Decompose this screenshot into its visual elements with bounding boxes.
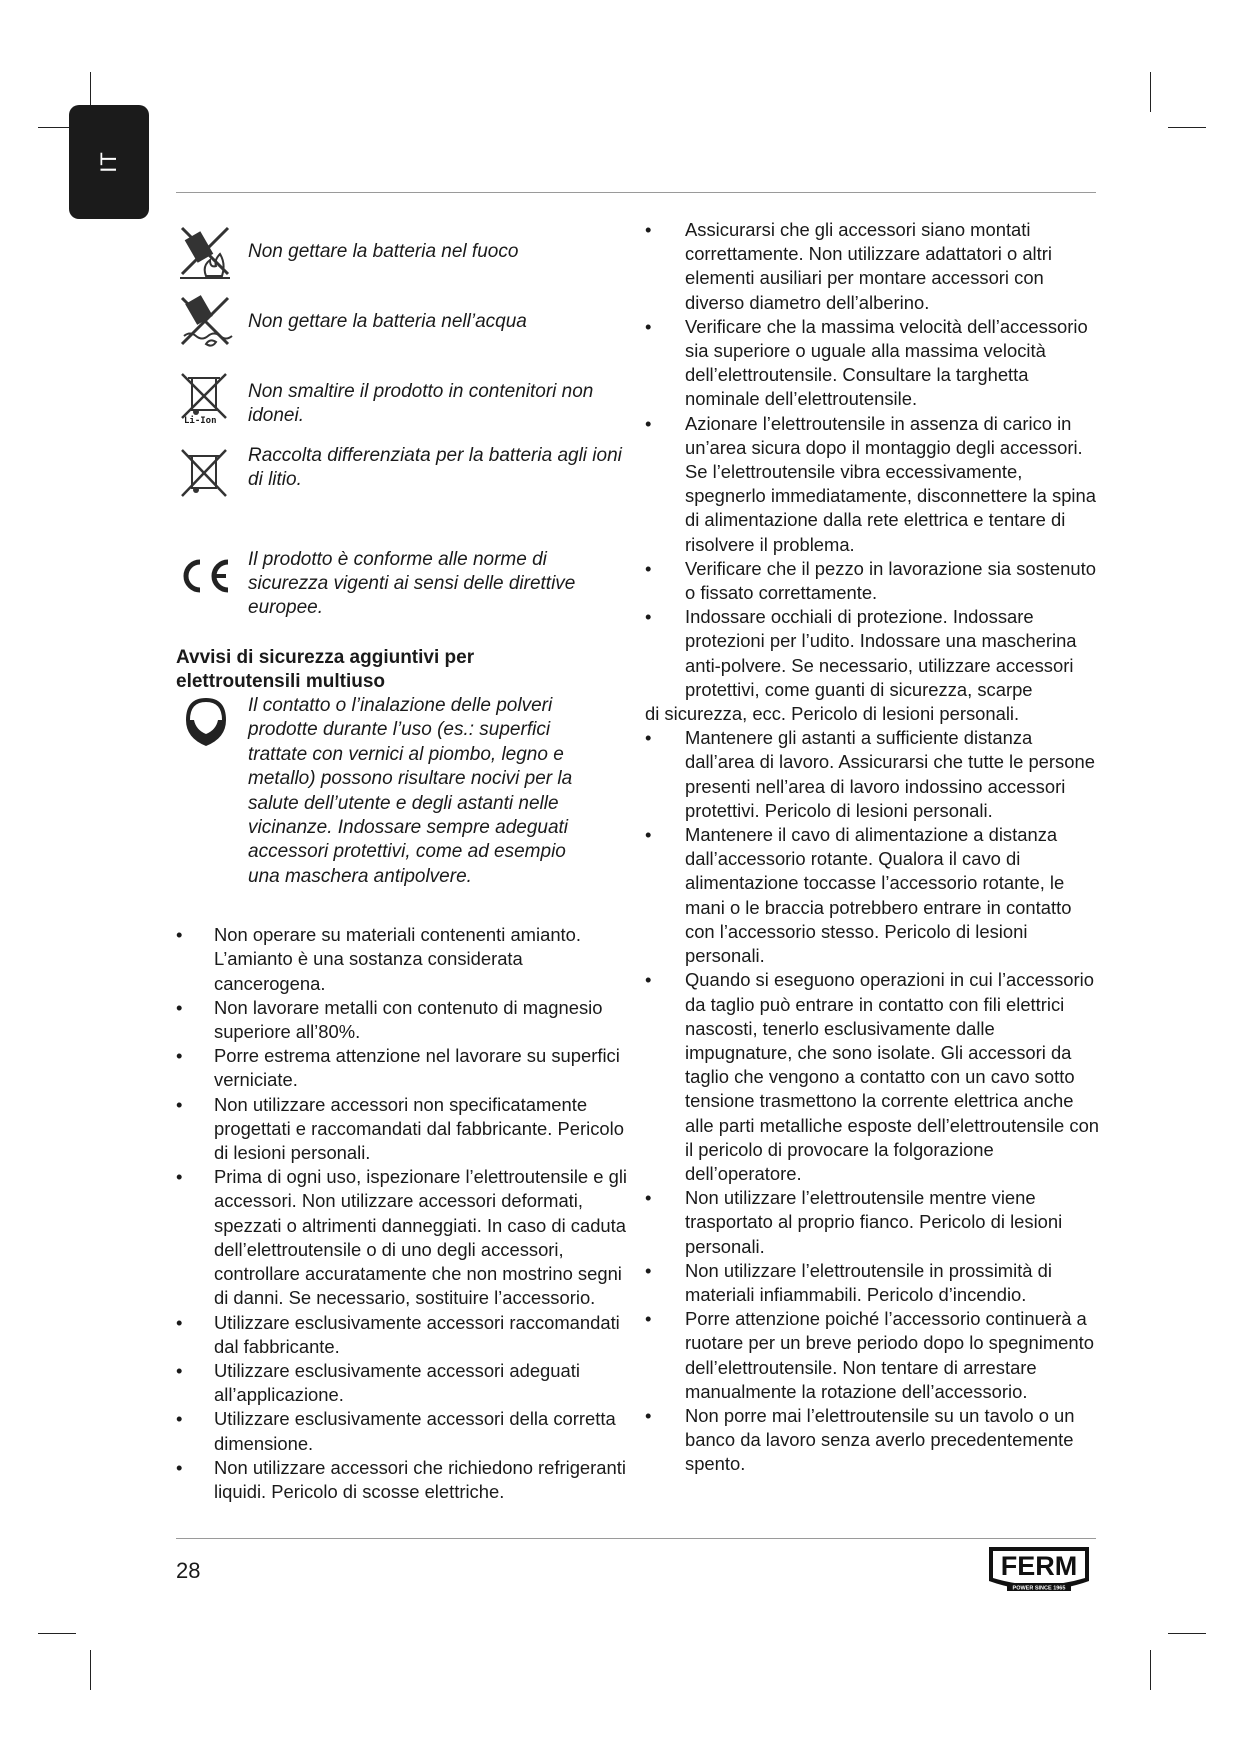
left-bullet-list bbox=[176, 923, 631, 1504]
list-item: • Assicurarsi che gli accessori siano montati correttamente. Non utilizzare adattatori o altri elementi ausiliari per montare accessori con diverso diametro dell’alberino. bbox=[645, 218, 1105, 315]
list-item: • Non utilizzare accessori non specificatamente progettati e raccomandati dal fabbricante. Pericolo di lesioni personali. bbox=[176, 1093, 631, 1166]
crop-mark bbox=[90, 1650, 91, 1690]
header-rule bbox=[176, 192, 1096, 193]
left-column bbox=[176, 222, 646, 1504]
list-item: • Non utilizzare l’elettroutensile mentre viene trasportato al proprio fianco. Pericolo di lesioni personali. bbox=[645, 1186, 1105, 1259]
section-heading: Avvisi di sicurezza aggiuntivi per elettroutensili multiuso bbox=[176, 647, 475, 692]
list-item: • Mantenere gli astanti a sufficiente distanza dall’area di lavoro. Assicurarsi che tutte le persone presenti nell’area di lavoro indossino accessori protettivi. Pericolo di lesioni personali. bbox=[645, 726, 1105, 823]
crop-mark bbox=[1150, 1650, 1151, 1690]
list-item: • Indossare occhiali di protezione. Indossare protezioni per l’udito. Indossare una mascherina anti-polvere. Se necessario, utilizzare accessori protettivi, come guanti di sicurezza, scarpe di sicurezza, ecc. Pericolo di lesioni personali. bbox=[645, 605, 1105, 726]
crop-mark bbox=[38, 1633, 76, 1634]
list-item: • Non lavorare metalli con contenuto di magnesio superiore all’80%. bbox=[176, 996, 631, 1044]
crop-mark bbox=[1168, 1633, 1206, 1634]
list-item: • Quando si eseguono operazioni in cui l’accessorio da taglio può entrare in contatto con fili elettrici nascosti, tenerlo esclusivamente dalle impugnature, che sono isolate. Gli accessori da taglio che vengono a contatto con un cavo sotto tensione trasmettono la corrente elettrica anche alle parti metalliche esposte dell’elettroutensile con il pericolo di provocare la folgorazione dell’operatore. bbox=[645, 968, 1105, 1186]
right-column bbox=[645, 218, 1105, 1477]
symbol-text: Non smaltire il prodotto in contenitori non idonei. bbox=[248, 381, 594, 426]
li-ion-badge: Li-Ion bbox=[184, 416, 217, 426]
symbol-text: Raccolta differenziata per la batteria agli ioni di litio. bbox=[248, 445, 622, 490]
list-item: • Mantenere il cavo di alimentazione a distanza dall’accessorio rotante. Qualora il cavo di alimentazione toccasse l’accessorio rotante, le mani o le braccia potrebbero entrare in contatto con l’accessorio stesso. Pericolo di lesioni personali. bbox=[645, 823, 1105, 968]
ce-mark-icon bbox=[176, 548, 236, 606]
logo-tagline: POWER SINCE 1965 bbox=[1012, 1585, 1066, 1592]
right-bullet-list bbox=[645, 218, 1105, 1477]
symbol-text: Il prodotto è conforme alle norme di sicurezza vigenti ai sensi delle direttive europee. bbox=[248, 549, 576, 618]
list-item: • Utilizzare esclusivamente accessori della corretta dimensione. bbox=[176, 1407, 631, 1455]
no-water-battery-icon bbox=[176, 292, 236, 350]
symbol-text: Non gettare la batteria nell’acqua bbox=[248, 311, 527, 332]
list-item: • Non operare su materiali contenenti amianto. L’amianto è una sostanza considerata cancerogena. bbox=[176, 923, 631, 996]
language-tab-label: IT bbox=[96, 151, 121, 173]
logo-wordmark: FERM bbox=[1000, 1551, 1078, 1581]
no-fire-battery-icon bbox=[176, 222, 236, 280]
list-item: • Verificare che il pezzo in lavorazione sia sostenuto o fissato correttamente. bbox=[645, 557, 1105, 605]
page-number: 28 bbox=[176, 1558, 201, 1583]
list-item: • Porre attenzione poiché l’accessorio continuerà a ruotare per un breve periodo dopo lo spegnimento dell’elettroutensile. Non tentare di arrestare manualmente la rotazione dell’accessorio. bbox=[645, 1307, 1105, 1404]
list-item: • Non utilizzare accessori che richiedono refrigeranti liquidi. Pericolo di scosse elettriche. bbox=[176, 1456, 631, 1504]
dust-warning-row bbox=[176, 694, 646, 889]
dust-warning-text: Il contatto o l’inalazione delle polveri prodotte durante l’uso (es.: superfici trattate con vernici al piombo, legno e metallo) possono risultare nocivi per la salute dell’utente e degli astanti nelle vicinanze. Indossare sempre adeguati accessori protettivi, come ad esempio una maschera antipolvere. bbox=[248, 695, 573, 887]
list-item: • Non utilizzare l’elettroutensile in prossimità di materiali infiammabili. Pericolo d’incendio. bbox=[645, 1259, 1105, 1307]
list-item: • Porre estrema attenzione nel lavorare su superfici verniciate. bbox=[176, 1044, 631, 1092]
language-tab bbox=[69, 105, 149, 219]
symbol-row bbox=[176, 548, 646, 646]
symbol-row bbox=[176, 444, 646, 548]
list-item: • Utilizzare esclusivamente accessori adeguati all’applicazione. bbox=[176, 1359, 631, 1407]
crop-mark bbox=[1150, 72, 1151, 112]
symbol-text: Non gettare la batteria nel fuoco bbox=[248, 241, 519, 262]
symbol-row bbox=[176, 370, 646, 444]
symbol-row bbox=[176, 222, 646, 292]
list-item: • Non porre mai l’elettroutensile su un tavolo o un banco da lavoro senza averlo precedentemente spento. bbox=[645, 1404, 1105, 1477]
list-item: • Verificare che la massima velocità dell’accessorio sia superiore o uguale alla massima velocità dell’elettroutensile. Consultare la targhetta nominale dell’elettroutensile. bbox=[645, 315, 1105, 412]
crop-mark bbox=[1168, 127, 1206, 128]
symbol-row bbox=[176, 292, 646, 370]
list-item: • Prima di ogni uso, ispezionare l’elettroutensile e gli accessori. Non utilizzare accessori deformati, spezzati o altrimenti danneggiati. In caso di caduta dell’elettroutensile o di uno degli accessori, controllare accuratamente che non mostrino segni di danni. Se necessario, sostituire l’accessorio. bbox=[176, 1165, 631, 1310]
ferm-logo bbox=[985, 1545, 1093, 1595]
list-item-continuation: di sicurezza, ecc. Pericolo di lesioni personali. bbox=[645, 703, 1020, 725]
footer-rule bbox=[176, 1538, 1096, 1539]
list-item: • Azionare l’elettroutensile in assenza di carico in un’area sicura dopo il montaggio degli accessori. Se l’elettroutensile vibra eccessivamente, spegnerlo immediatamente, disconnettere la spina di alimentazione dalla rete elettrica e tentare di risolvere il problema. bbox=[645, 412, 1105, 557]
crossed-bin-icon bbox=[176, 444, 236, 502]
li-ion-bin-icon bbox=[176, 370, 236, 428]
dust-mask-icon bbox=[176, 694, 236, 752]
list-item: • Utilizzare esclusivamente accessori raccomandati dal fabbricante. bbox=[176, 1311, 631, 1359]
